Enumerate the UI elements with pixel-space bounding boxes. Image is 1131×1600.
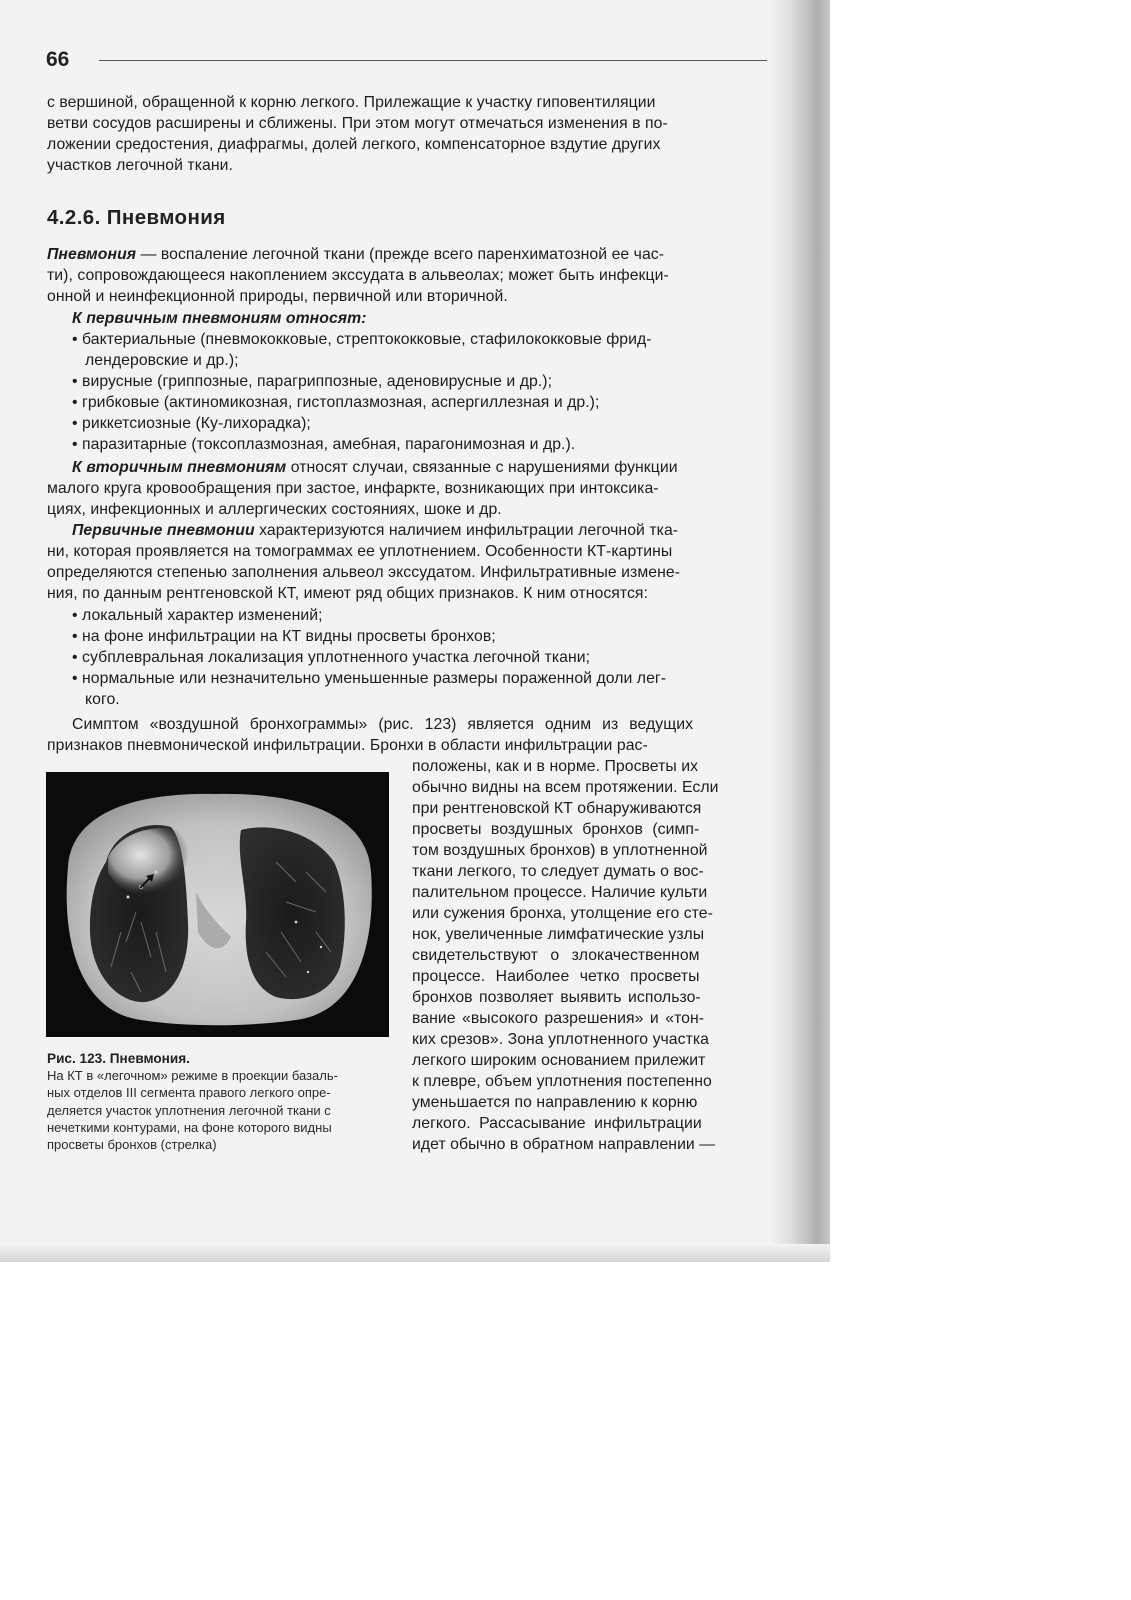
text-line: ветви сосудов расширены и сближены. При этом могут отмечаться изменения в по- <box>47 115 668 132</box>
text-line: идет обычно в обратном направлении — <box>412 1136 716 1153</box>
ct-scan-figure <box>46 772 389 1037</box>
text-line: циях, инфекционных и аллергических состояниях, шоке и др. <box>47 501 502 518</box>
list-item-continuation: лендеровские и др.); <box>85 352 239 369</box>
list-item: • паразитарные (токсоплазмозная, амебная, парагонимозная и др.). <box>72 436 576 453</box>
list-item-continuation: кого. <box>85 691 120 708</box>
caption-line: На КТ в «легочном» режиме в проекции базаль- <box>47 1068 338 1084</box>
header-rule <box>99 60 767 61</box>
text-line: к плевре, объем уплотнения постепенно <box>412 1073 712 1090</box>
text-run: — воспаление легочной ткани (прежде всего паренхиматозной ее час- <box>136 246 665 263</box>
text-line: Симптом «воздушной бронхограммы» (рис. 123) является одним из ведущих <box>72 716 694 733</box>
text-line: бронхов позволяет выявить использо- <box>412 989 701 1006</box>
text-line: палительном процессе. Наличие культи <box>412 884 708 901</box>
figure-caption <box>47 1050 397 1153</box>
page-bottom-edge <box>0 1244 830 1262</box>
list-item: • нормальные или незначительно уменьшенные размеры пораженной доли лег- <box>72 670 667 687</box>
text-line <box>72 520 678 541</box>
text-line: ти), сопровождающееся накоплением экссудата в альвеолах; может быть инфекци- <box>47 267 669 284</box>
page-number: 66 <box>46 48 70 71</box>
text-line: легкого широким основанием прилежит <box>412 1052 706 1069</box>
text-line: с вершиной, обращенной к корню легкого. Прилежащие к участку гиповентиляции <box>47 94 656 111</box>
term-secondary: К вторичным пневмониям <box>72 459 287 476</box>
text-line: положены, как и в норме. Просветы их <box>412 758 699 775</box>
text-line: при рентгеновской КТ обнаруживаются <box>412 800 702 817</box>
text-line: вание «высокого разрешения» и «тон- <box>412 1010 705 1027</box>
term-pneumonia: Пневмония <box>47 246 137 263</box>
text-line: свидетельствуют о злокачественном <box>412 947 700 964</box>
caption-line: нечеткими контурами, на фоне которого видны <box>47 1119 332 1135</box>
page-binding-shadow <box>770 0 830 1262</box>
text-line: онной и неинфекционной природы, первичной или вторичной. <box>47 288 508 305</box>
text-line: уменьшается по направлению к корню <box>412 1094 698 1111</box>
caption-line: просветы бронхов (стрелка) <box>47 1137 217 1153</box>
text-line: легкого. Рассасывание инфильтрации <box>412 1115 702 1132</box>
caption-line: деляется участок уплотнения легочной ткани с <box>47 1102 331 1118</box>
term-primary: Первичные пневмонии <box>72 522 255 539</box>
text-line: ложении средостения, диафрагмы, долей легкого, компенсаторное вздутие других <box>47 136 661 153</box>
list-item: • локальный характер изменений; <box>72 607 323 624</box>
text-line: ких срезов». Зона уплотненного участка <box>412 1031 710 1048</box>
ct-scan-image <box>46 772 389 1037</box>
list-item: • субплевральная локализация уплотненного участка легочной ткани; <box>72 649 591 666</box>
list-item: • грибковые (актиномикозная, гистоплазмозная, аспергиллезная и др.); <box>72 394 600 411</box>
text-line: малого круга кровообращения при застое, инфаркте, возникающих при интоксика- <box>47 480 659 497</box>
text-line: ния, по данным рентгеновской КТ, имеют ряд общих признаков. К ним относятся: <box>47 585 648 602</box>
text-line: участков легочной ткани. <box>47 157 233 174</box>
list-item: • вирусные (гриппозные, парагриппозные, аденовирусные и др.); <box>72 373 553 390</box>
text-line <box>72 457 678 478</box>
text-line: признаков пневмонической инфильтрации. Бронхи в области инфильтрации рас- <box>47 737 648 754</box>
text-line: том воздушных бронхов) в уплотненной <box>412 842 708 859</box>
primary-heading: К первичным пневмониям относят: <box>72 310 367 327</box>
text-line: обычно видны на всем протяжении. Если <box>412 779 719 796</box>
text-line: просветы воздушных бронхов (симп- <box>412 821 700 838</box>
text-line: процессе. Наиболее четко просветы <box>412 968 700 985</box>
list-item: • на фоне инфильтрации на КТ видны просветы бронхов; <box>72 628 496 645</box>
list-item: • бактериальные (пневмококковые, стрептококковые, стафилококковые фрид- <box>72 331 652 348</box>
text-line: ткани легкого, то следует думать о вос- <box>412 863 704 880</box>
text-line: или сужения бронха, утолщение его сте- <box>412 905 713 922</box>
list-item: • риккетсиозные (Ку-лихорадка); <box>72 415 311 432</box>
caption-line: ных отделов III сегмента правого легкого опре- <box>47 1085 331 1101</box>
text-run: относят случаи, связанные с нарушениями функции <box>286 459 678 476</box>
section-heading: 4.2.6. Пневмония <box>47 206 226 229</box>
text-line: определяются степенью заполнения альвеол экссудатом. Инфильтративные измене- <box>47 564 681 581</box>
text-line <box>47 244 664 265</box>
text-line: ни, которая проявляется на томограммах ее уплотнением. Особенности КТ-картины <box>47 543 673 560</box>
caption-title: Рис. 123. Пневмония. <box>47 1051 190 1066</box>
text-line: нок, увеличенные лимфатические узлы <box>412 926 705 943</box>
text-run: характеризуются наличием инфильтрации легочной тка- <box>254 522 679 539</box>
